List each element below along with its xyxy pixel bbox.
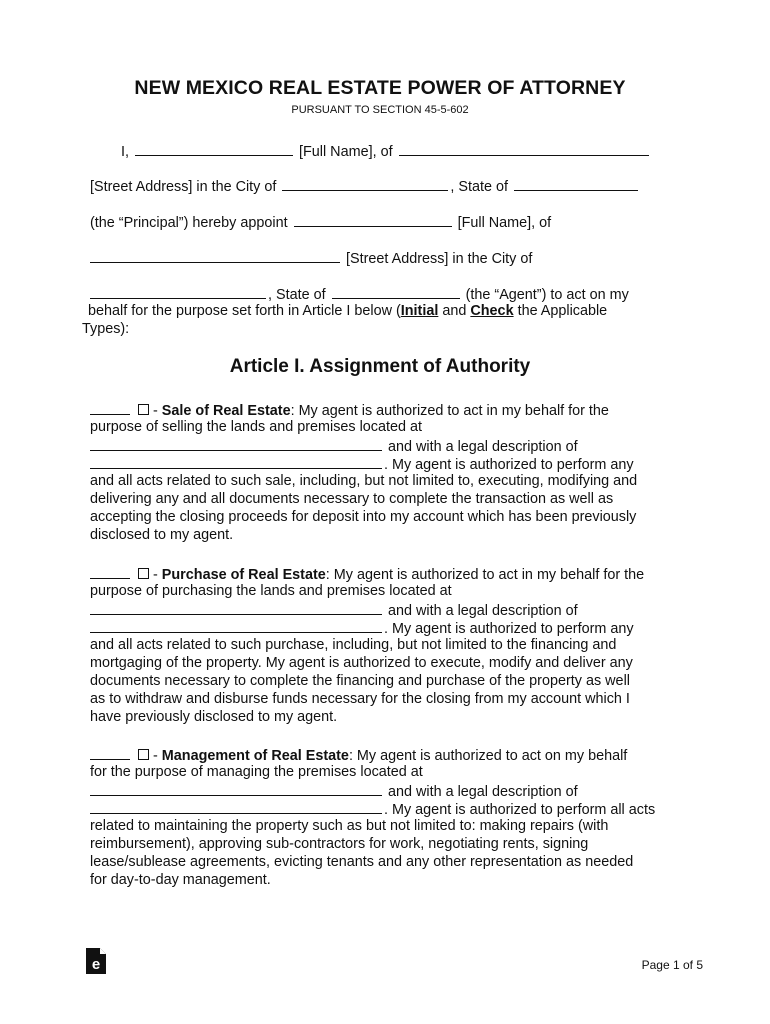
legal-description-field[interactable] [90,454,382,469]
section-sale [90,400,690,544]
location-field[interactable] [90,781,382,796]
section-text: disclosed to my agent. [90,527,234,543]
section-text: and with a legal description of [388,603,578,619]
section-text: documents necessary to complete the financing and purchase of the property as well [90,673,630,689]
page-number: Page 1 of 5 [641,958,703,972]
checkbox[interactable] [138,749,149,760]
section-title: Sale of Real Estate [161,403,291,419]
section-text: related to maintaining the property such as but not limited to: making repairs (with [90,818,609,834]
section-text: for day-to-day management. [90,872,271,888]
section-text: delivering any and all documents necessary to complete the transaction as well as [90,491,614,507]
section-text: . My agent is authorized to perform all acts [384,802,656,818]
intro-text: (the “Agent”) to act on my [465,287,629,303]
intro-line-4 [90,248,532,268]
section-text: reimbursement), approving sub-contractors for work, negotiating rents, signing [90,836,589,852]
intro-text: behalf for the purpose set forth in Article I below ( [88,303,401,319]
intro-text: , State of [268,287,326,303]
section-text: and all acts related to such sale, including, but not limited to, executing, modifying and [90,473,638,489]
agent-state-field[interactable] [332,284,460,299]
intro-line-5 [90,284,629,304]
intro-line-2 [90,176,640,196]
intro-text: I, [121,144,129,160]
checkbox[interactable] [138,568,149,579]
section-text: and with a legal description of [388,784,578,800]
section-text: and all acts related to such purchase, including, but not limited to the financing and [90,637,617,653]
checkbox[interactable] [138,404,149,415]
section-purchase [90,564,690,726]
intro-text: (the “Principal”) hereby appoint [90,215,288,231]
agent-city-field[interactable] [90,284,266,299]
section-text: for the purpose of managing the premises located at [90,764,423,780]
intro-text: [Full Name], of [457,215,552,231]
document-subtitle: PURSUANT TO SECTION 45-5-602 [291,104,469,116]
intro-text: [Street Address] in the City of [346,251,533,267]
location-field[interactable] [90,436,382,451]
intro-text: [Full Name], of [299,144,393,160]
eforms-logo-icon [86,948,106,974]
document-title: NEW MEXICO REAL ESTATE POWER OF ATTORNEY [134,77,626,99]
section-text: and with a legal description of [388,439,578,455]
legal-description-field[interactable] [90,799,382,814]
initial-field[interactable] [90,400,130,415]
section-text: : My agent is authorized to act on my behalf [348,748,628,764]
intro-text: [Street Address] in the City of [90,179,277,195]
section-text: accepting the closing proceeds for deposit into my account which has been previously [90,509,637,525]
section-text: have previously disclosed to my agent. [90,709,338,725]
section-text: . My agent is authorized to perform any [384,457,634,473]
agent-address-field[interactable] [90,248,340,263]
intro-line-3 [90,212,551,232]
intro-line-7: Types): [82,321,130,337]
section-title: Purchase of Real Estate [161,567,326,583]
agent-name-field[interactable] [294,212,452,227]
dash: - [153,403,162,419]
initial-field[interactable] [90,564,130,579]
section-text: purpose of purchasing the lands and premises located at [90,583,452,599]
intro-line-1 [121,141,651,161]
section-text: lease/sublease agreements, evicting tenants and any other representation as needed [90,854,634,870]
initial-field[interactable] [90,745,130,760]
section-text: : My agent is authorized to act in my behalf for the [325,567,645,583]
section-text: : My agent is authorized to act in my behalf for the [290,403,609,419]
dash: - [153,748,162,764]
principal-address-field[interactable] [399,141,649,156]
section-text: . My agent is authorized to perform any [384,621,634,637]
check-emphasis: Check [470,303,514,319]
legal-description-field[interactable] [90,618,382,633]
section-text: mortgaging of the property. My agent is authorized to execute, modify and deliver any [90,655,633,671]
intro-text: and [438,303,471,319]
location-field[interactable] [90,600,382,615]
section-management [90,745,690,889]
intro-text: , State of [450,179,508,195]
section-text: purpose of selling the lands and premises located at [90,419,422,435]
dash: - [153,567,162,583]
principal-city-field[interactable] [282,176,448,191]
initial-emphasis: Initial [400,303,439,319]
intro-line-6 [88,302,607,320]
article-heading: Article I. Assignment of Authority [229,356,531,377]
section-text: as to withdraw and disburse funds necessary for the closing from my account which I [90,691,630,707]
svg-text:e: e [91,956,101,973]
principal-name-field[interactable] [135,141,293,156]
intro-text: the Applicable [513,303,608,319]
principal-state-field[interactable] [514,176,638,191]
section-title: Management of Real Estate [161,748,349,764]
